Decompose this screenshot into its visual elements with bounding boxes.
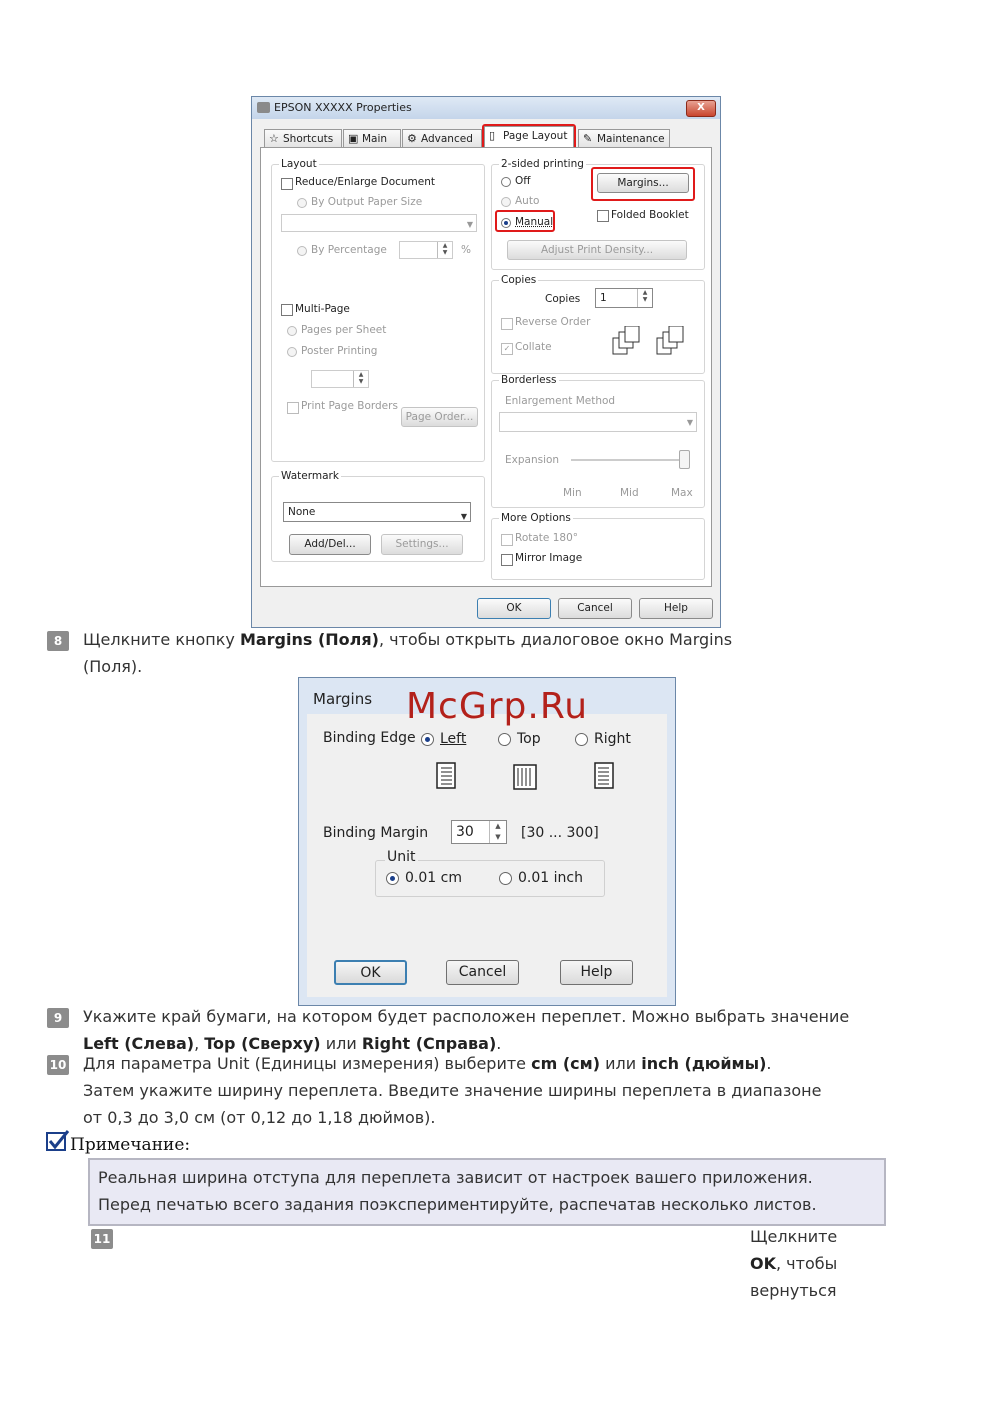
note-checkmark-icon [46, 1130, 70, 1152]
multi-page-checkbox[interactable] [281, 304, 293, 316]
more-options-group [491, 518, 705, 580]
two-sided-auto-label: Auto [515, 195, 540, 207]
two-sided-off-radio[interactable] [501, 177, 511, 187]
page-icon: ▯ [489, 129, 496, 142]
mirror-image-label: Mirror Image [515, 552, 583, 564]
page-layout-panel [260, 147, 712, 587]
unit-inch-label: 0.01 inch [518, 870, 583, 886]
binding-top-radio[interactable] [498, 733, 511, 746]
rotate-180-label: Rotate 180° [515, 532, 579, 544]
by-percentage-label: By Percentage [311, 244, 387, 256]
expansion-max-label: Max [671, 487, 693, 499]
borderless-group-label: Borderless [501, 374, 557, 386]
enlargement-method-select[interactable] [499, 412, 697, 432]
pages-per-sheet-label: Pages per Sheet [301, 324, 387, 336]
output-paper-select[interactable] [281, 214, 477, 232]
spin-arrows-icon[interactable]: ▲ ▼ [353, 371, 368, 387]
step-number-9: 9 [47, 1008, 69, 1028]
copies-group-label: Copies [501, 274, 537, 286]
layout-group-label: Layout [281, 158, 317, 170]
watermark-select[interactable] [283, 502, 471, 522]
step-number-11: 11 [91, 1229, 113, 1249]
binding-margin-range: [30 ... 300] [521, 825, 599, 841]
watermark-group-label: Watermark [281, 470, 339, 482]
margins-ok-button[interactable]: OK [334, 960, 407, 985]
left-binding-page-icon [436, 762, 456, 789]
poster-printing-radio[interactable] [287, 347, 297, 357]
ok-button[interactable]: OK [477, 598, 551, 619]
by-output-paper-label: By Output Paper Size [311, 196, 423, 208]
highlight-manual [495, 210, 555, 232]
spin-arrows-icon[interactable]: ▲ ▼ [637, 289, 652, 307]
mirror-image-checkbox[interactable] [501, 554, 513, 566]
copies-value: 1 [600, 292, 607, 304]
gear-icon: ⚙ [407, 132, 417, 145]
multi-page-label: Multi-Page [295, 303, 350, 315]
star-icon: ☆ [269, 132, 279, 145]
chevron-down-icon: ▼ [686, 418, 693, 427]
tab-maintenance[interactable]: ✎ Maintenance [578, 129, 670, 147]
binding-right-radio[interactable] [575, 733, 588, 746]
printer-icon: ▣ [348, 132, 359, 145]
more-options-group-label: More Options [501, 512, 571, 524]
note-title: Примечание: [70, 1135, 191, 1155]
margins-dialog-title: Margins [313, 690, 373, 708]
close-button[interactable]: X [686, 100, 716, 117]
by-output-paper-radio[interactable] [297, 198, 307, 208]
help-button[interactable]: Help [639, 598, 713, 619]
binding-right-label: Right [594, 731, 631, 747]
unit-label: Unit [387, 849, 416, 865]
tab-main[interactable]: ▣ Main [343, 129, 401, 147]
two-sided-group-label: 2-sided printing [501, 158, 584, 170]
margins-button[interactable]: Margins... [597, 173, 689, 193]
reduce-enlarge-label: Reduce/Enlarge Document [295, 176, 436, 188]
folded-booklet-label: Folded Booklet [611, 209, 689, 221]
unit-cm-label: 0.01 cm [405, 870, 462, 886]
binding-top-label: Top [517, 731, 541, 747]
expansion-slider-track [571, 459, 683, 461]
spin-arrows-icon[interactable]: ▲ ▼ [489, 821, 506, 843]
step-10-text: Для параметра Unit (Единицы измерения) выберите cm (см) или inch (дюймы). Затем укажите ширину переплета. Введите значение ширины переплета в диапазоне от 0,3 до 3,0 см (от 0,12 до 1,18 дюймов). [83, 1054, 822, 1127]
watermark-settings-button[interactable]: Settings... [381, 534, 463, 555]
step-number-8: 8 [47, 631, 69, 651]
wrench-icon: ✎ [583, 132, 593, 145]
collate-checkbox[interactable]: ✓ [501, 343, 513, 355]
margins-cancel-button[interactable]: Cancel [446, 960, 519, 985]
page-order-button[interactable]: Page Order... [401, 407, 478, 427]
percent-sign: % [461, 244, 471, 256]
rotate-180-checkbox[interactable] [501, 534, 513, 546]
two-sided-off-label: Off [515, 175, 531, 187]
two-sided-auto-radio[interactable] [501, 197, 511, 207]
chevron-down-icon: ▼ [460, 512, 467, 521]
printer-icon [257, 102, 270, 113]
expansion-slider-thumb[interactable] [679, 450, 690, 469]
cancel-button[interactable]: Cancel [558, 598, 632, 619]
enlargement-method-label: Enlargement Method [505, 395, 616, 407]
top-binding-page-icon [513, 764, 537, 791]
tab-shortcuts[interactable]: ☆ Shortcuts [264, 129, 342, 147]
step-9-text: Укажите край бумаги, на котором будет расположен переплет. Можно выбрать значение Left (Слева), Top (Сверху) или Right (Справа). [83, 1007, 850, 1053]
spin-arrows-icon[interactable]: ▲ ▼ [437, 242, 452, 258]
note-text: Реальная ширина отступа для переплета зависит от настроек вашего приложения. Перед печатью всего задания поэкспериментируйте, распечатав несколько листов. [98, 1168, 817, 1214]
expansion-label: Expansion [505, 454, 560, 466]
two-sided-manual-label: Manual [515, 216, 554, 228]
copies-label: Copies [545, 293, 581, 305]
reverse-order-checkbox[interactable] [501, 318, 513, 330]
binding-left-radio[interactable] [421, 733, 434, 746]
highlight-margins [591, 167, 695, 201]
reverse-order-label: Reverse Order [515, 316, 591, 328]
binding-margin-label: Binding Margin [323, 825, 429, 841]
chevron-down-icon: ▼ [466, 220, 473, 229]
binding-margin-input[interactable] [451, 820, 507, 844]
collate-pages-icon [611, 326, 701, 356]
tab-advanced[interactable]: ⚙ Advanced [402, 129, 482, 147]
right-binding-page-icon [594, 762, 614, 789]
watermark-value: None [288, 506, 316, 518]
poster-printing-label: Poster Printing [301, 345, 378, 357]
expansion-mid-label: Mid [620, 487, 639, 499]
title-bar [252, 97, 720, 119]
tab-page-layout[interactable]: ▯ Page Layout [484, 126, 574, 148]
pages-per-sheet-radio[interactable] [287, 326, 297, 336]
by-percentage-radio[interactable] [297, 246, 307, 256]
dialog-title: EPSON XXXXX Properties [274, 101, 412, 114]
reduce-enlarge-checkbox[interactable] [281, 178, 293, 190]
unit-cm-radio[interactable] [386, 872, 399, 885]
print-page-borders-checkbox[interactable] [287, 402, 299, 414]
margins-help-button[interactable]: Help [560, 960, 633, 985]
folded-booklet-checkbox[interactable] [597, 210, 609, 222]
binding-left-label: Left [440, 731, 467, 747]
binding-edge-label: Binding Edge [323, 730, 416, 746]
step-11-text: Щелкните OK, чтобы вернуться [750, 1227, 838, 1300]
step-8-text: Щелкните кнопку Margins (Поля), чтобы открыть диалоговое окно Margins (Поля). [83, 630, 733, 676]
copies-input[interactable] [595, 288, 653, 308]
expansion-min-label: Min [563, 487, 582, 499]
margins-dialog-body [307, 714, 667, 997]
print-page-borders-label: Print Page Borders [301, 400, 398, 412]
watermark-text: McGrp.Ru [406, 686, 589, 727]
percentage-input[interactable] [399, 241, 453, 259]
unit-inch-radio[interactable] [499, 872, 512, 885]
adjust-print-density-button[interactable]: Adjust Print Density... [507, 240, 687, 260]
add-del-button[interactable]: Add/Del... [289, 534, 371, 555]
poster-count-input[interactable] [311, 370, 369, 388]
binding-margin-value: 30 [456, 824, 474, 840]
collate-label: Collate [515, 341, 552, 353]
properties-dialog [251, 96, 721, 628]
step-number-10: 10 [47, 1055, 69, 1075]
note-box [88, 1158, 886, 1226]
